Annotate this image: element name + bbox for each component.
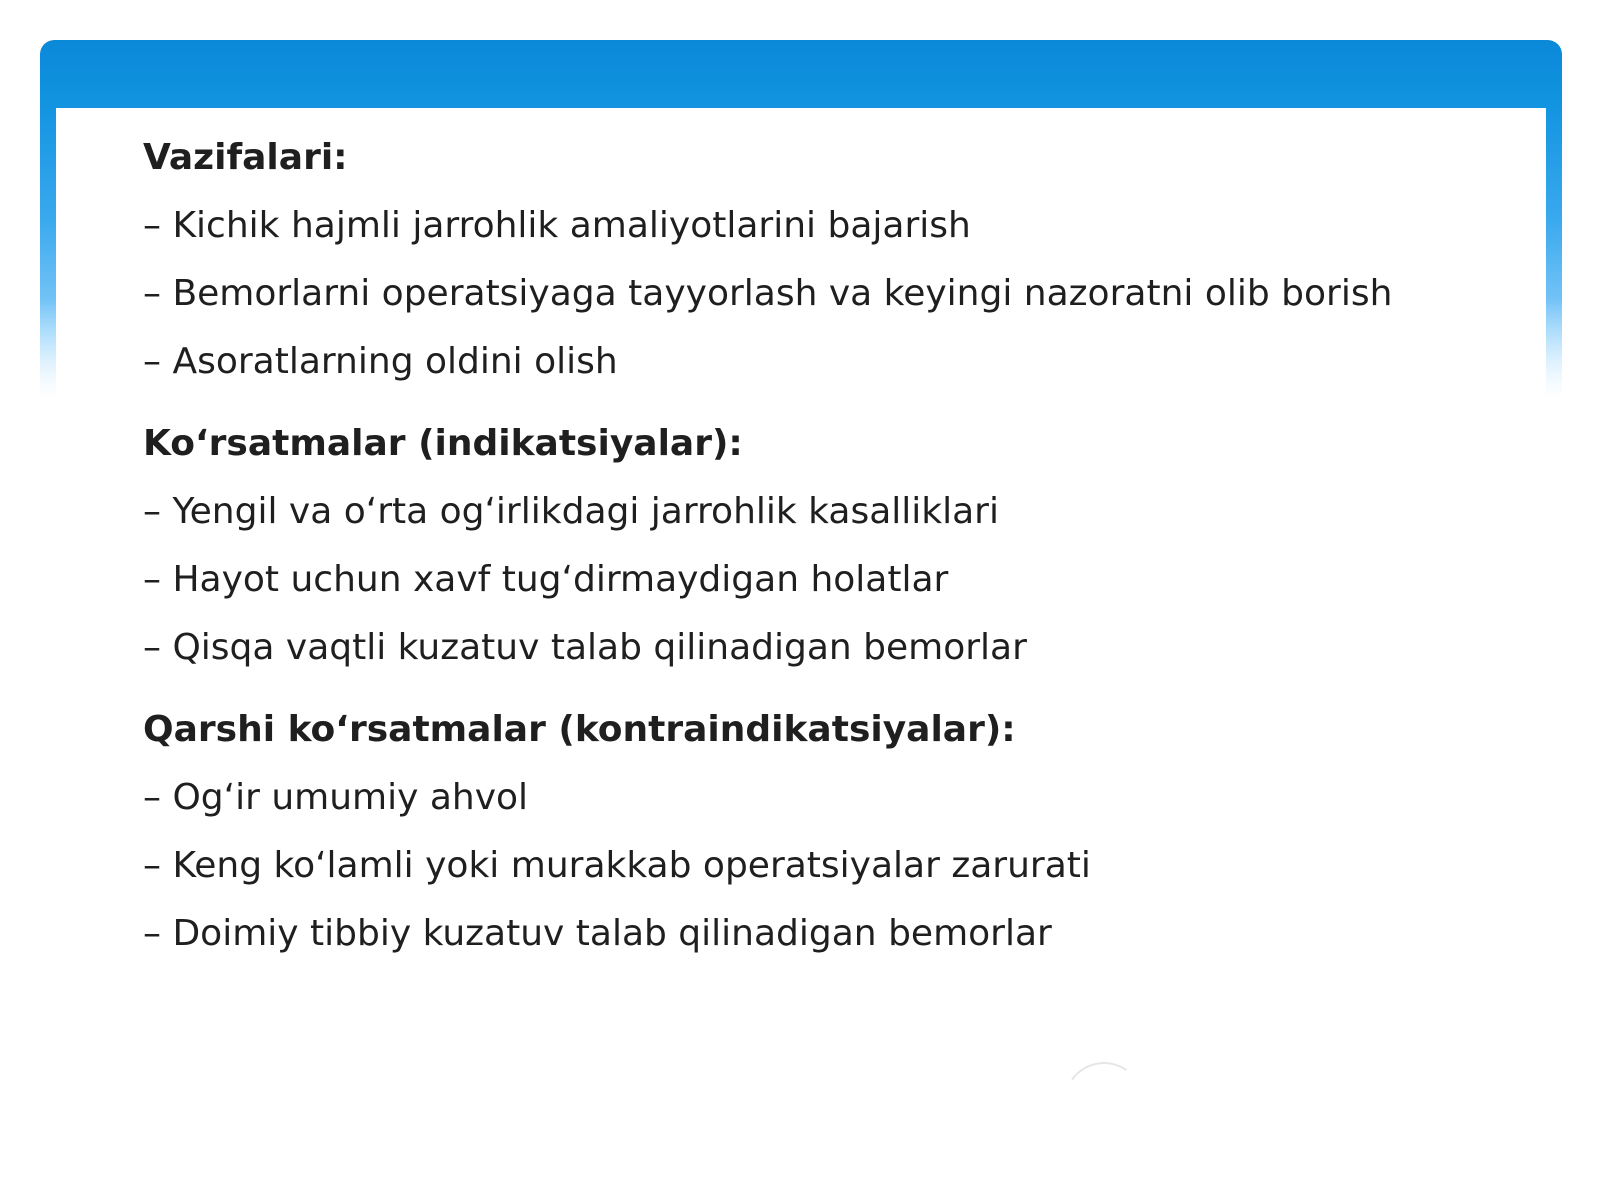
list-item: – Qisqa vaqtli kuzatuv talab qilinadigan bemorlar [143,627,1027,668]
section-indications [143,424,1473,668]
section-heading: Vazifalari: [143,137,348,178]
list-item: – Ogʻir umumiy ahvol [143,777,529,818]
section-contraindications [143,710,1473,954]
list-item: – Keng koʻlamli yoki murakkab operatsiyalar zarurati [143,845,1091,886]
section-tasks [143,138,1473,382]
list-item: – Asoratlarning oldini olish [143,341,618,382]
list-item: – Kichik hajmli jarrohlik amaliyotlarini bajarish [143,205,971,246]
list-item: – Bemorlarni operatsiyaga tayyorlash va keyingi nazoratni olib borish [143,273,1393,314]
section-heading: Qarshi koʻrsatmalar (kontraindikatsiyalar): [143,709,1016,750]
list-item: – Yengil va oʻrta ogʻirlikdagi jarrohlik kasalliklari [143,491,999,532]
document-content [143,138,1473,996]
list-item: – Doimiy tibbiy kuzatuv talab qilinadigan bemorlar [143,913,1052,954]
list-item: – Hayot uchun xavf tugʻdirmaydigan holatlar [143,559,949,600]
section-heading: Koʻrsatmalar (indikatsiyalar): [143,423,743,464]
